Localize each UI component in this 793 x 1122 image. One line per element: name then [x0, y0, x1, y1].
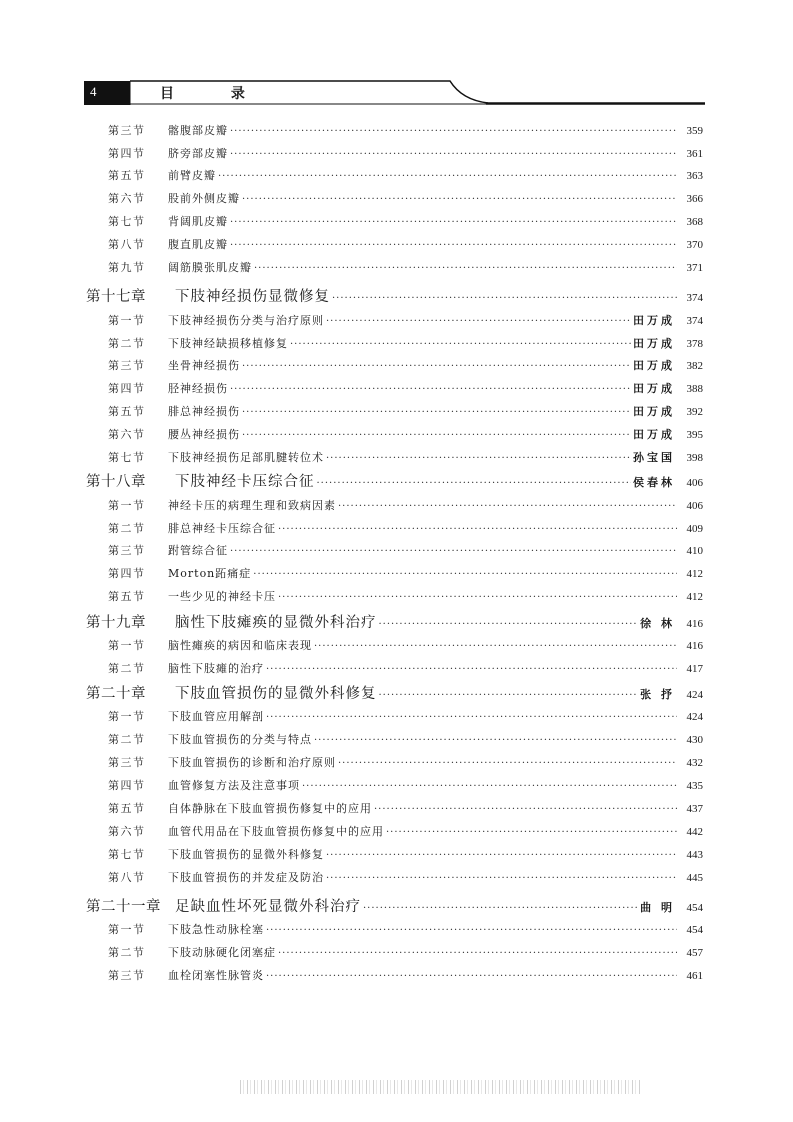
entry-title: 阔筋膜张肌皮瓣: [168, 261, 252, 274]
entry-page: 392: [686, 406, 703, 418]
dot-leader: [242, 361, 631, 372]
entry-page: 443: [686, 849, 703, 861]
dot-leader: [242, 430, 631, 441]
dot-leader: [314, 735, 677, 746]
entry-label: 第十八章: [86, 474, 146, 490]
entry-label: 第七节: [108, 451, 146, 464]
entry-label: 第十七章: [86, 289, 146, 305]
entry-title: 背阔肌皮瓣: [168, 215, 228, 228]
dot-leader: [266, 971, 677, 982]
entry-author: 田万成: [633, 337, 675, 350]
entry-title: 下肢血管损伤的并发症及防治: [168, 871, 324, 884]
page-title: 目 录: [160, 86, 271, 102]
entry-title: 血管代用品在下肢血管损伤修复中的应用: [168, 825, 384, 838]
entry-title: 前臂皮瓣: [168, 169, 216, 182]
entry-title: 下肢神经卡压综合征: [175, 474, 315, 490]
entry-page: 370: [686, 239, 703, 251]
entry-label: 第三节: [108, 756, 146, 769]
entry-main: [168, 754, 703, 770]
entry-author: 田万成: [633, 382, 675, 395]
entry-main: [168, 846, 703, 862]
entry-title: 腹直肌皮瓣: [168, 238, 228, 251]
entry-label: 第二节: [108, 662, 146, 675]
entry-title: 腓总神经损伤: [168, 405, 240, 418]
entry-page: 412: [686, 568, 703, 580]
entry-title: 脑性下肢瘫的治疗: [168, 662, 264, 675]
entry-label: 第二节: [108, 946, 146, 959]
entry-main: [168, 426, 703, 442]
entry-title: 下肢血管损伤的显微外科修复: [175, 686, 377, 702]
dot-leader: [242, 407, 631, 418]
entry-title: 一些少见的神经卡压: [168, 590, 276, 603]
entry-title: 脑性下肢瘫痪的显微外科治疗: [175, 615, 377, 631]
dot-leader: [326, 850, 677, 861]
dot-leader: [266, 925, 677, 936]
entry-page: 454: [686, 902, 703, 914]
entry-author: 田万成: [633, 428, 675, 441]
dot-leader: [317, 478, 632, 489]
entry-main: [168, 637, 703, 653]
entry-title: 下肢急性动脉栓塞: [168, 923, 264, 936]
dot-leader: [218, 171, 677, 182]
entry-label: 第三节: [108, 124, 146, 137]
dot-leader: [278, 948, 677, 959]
entry-main: [168, 869, 703, 885]
dot-leader: [254, 263, 677, 274]
entry-page: 409: [686, 523, 703, 535]
entry-label: 第三节: [108, 969, 146, 982]
entry-page: 432: [686, 757, 703, 769]
entry-title: 下肢血管损伤的诊断和治疗原则: [168, 756, 336, 769]
entry-page: 454: [686, 924, 703, 936]
entry-label: 第八节: [108, 238, 146, 251]
entry-title: 下肢动脉硬化闭塞症: [168, 946, 276, 959]
entry-main: [168, 823, 703, 839]
entry-title: 股前外侧皮瓣: [168, 192, 240, 205]
entry-title: 坐骨神经损伤: [168, 359, 240, 372]
dot-leader: [230, 149, 677, 160]
entry-title: 下肢神经损伤分类与治疗原则: [168, 314, 324, 327]
entry-page: 363: [686, 170, 703, 182]
entry-main: [168, 357, 703, 373]
entry-label: 第三节: [108, 544, 146, 557]
entry-author: 侯春林: [633, 476, 675, 489]
entry-label: 第二十一章: [86, 899, 161, 915]
entry-label: 第五节: [108, 802, 146, 815]
entry-main: [175, 682, 703, 703]
entry-label: 第五节: [108, 405, 146, 418]
entry-page: 416: [686, 618, 703, 630]
dot-leader: [386, 827, 677, 838]
entry-main: [168, 213, 703, 229]
entry-author: 徐 林: [640, 617, 675, 630]
dot-leader: [230, 126, 677, 137]
dot-leader: [290, 339, 631, 350]
dot-leader: [230, 240, 677, 251]
entry-main: [175, 285, 703, 306]
entry-page: 388: [686, 383, 703, 395]
entry-page: 382: [686, 360, 703, 372]
entry-label: 第四节: [108, 382, 146, 395]
entry-label: 第八节: [108, 871, 146, 884]
entry-title: 神经卡压的病理生理和致病因素: [168, 499, 336, 512]
entry-main: [168, 335, 703, 351]
entry-page: 417: [686, 663, 703, 675]
entry-title: 下肢血管应用解剖: [168, 710, 264, 723]
entry-label: 第二节: [108, 733, 146, 746]
entry-title: 胫神经损伤: [168, 382, 228, 395]
entry-main: [168, 403, 703, 419]
dot-leader: [230, 384, 631, 395]
dot-leader: [242, 194, 677, 205]
entry-label: 第四节: [108, 567, 146, 580]
entry-label: 第六节: [108, 428, 146, 441]
entry-label: 第二节: [108, 522, 146, 535]
entry-title: 髂腹部皮瓣: [168, 124, 228, 137]
entry-label: 第一节: [108, 639, 146, 652]
entry-page: 371: [686, 262, 703, 274]
entry-page: 395: [686, 429, 703, 441]
dot-leader: [363, 903, 638, 914]
dot-leader: [338, 758, 677, 769]
dot-leader: [326, 316, 631, 327]
entry-label: 第二节: [108, 337, 146, 350]
entry-page: 430: [686, 734, 703, 746]
entry-page: 437: [686, 803, 703, 815]
entry-page: 359: [686, 125, 703, 137]
dot-leader: [278, 524, 677, 535]
entry-main: [168, 921, 703, 937]
entry-author: 张 抒: [640, 688, 675, 701]
entry-main: [168, 497, 703, 513]
dot-leader: [326, 453, 631, 464]
dot-leader: [230, 217, 677, 228]
entry-main: [168, 145, 703, 161]
entry-page: 445: [686, 872, 703, 884]
entry-main: [168, 449, 703, 465]
entry-title: Morton跖痛症: [168, 567, 252, 580]
entry-main: [168, 190, 703, 206]
entry-main: [168, 122, 703, 138]
entry-label: 第一节: [108, 923, 146, 936]
entry-label: 第二十章: [86, 686, 146, 702]
entry-label: 第七节: [108, 215, 146, 228]
entry-main: [168, 565, 703, 581]
entry-main: [168, 542, 703, 558]
entry-page: 366: [686, 193, 703, 205]
entry-page: 442: [686, 826, 703, 838]
entry-main: [168, 777, 703, 793]
entry-page: 406: [686, 477, 703, 489]
entry-label: 第四节: [108, 147, 146, 160]
entry-page: 410: [686, 545, 703, 557]
entry-main: [168, 660, 703, 676]
entry-page: 412: [686, 591, 703, 603]
dot-leader: [278, 592, 677, 603]
entry-author: 田万成: [633, 405, 675, 418]
entry-label: 第一节: [108, 499, 146, 512]
entry-page: 461: [686, 970, 703, 982]
entry-title: 血管修复方法及注意事项: [168, 779, 300, 792]
entry-title: 自体静脉在下肢血管损伤修复中的应用: [168, 802, 372, 815]
entry-title: 腓总神经卡压综合征: [168, 522, 276, 535]
dot-leader: [230, 546, 677, 557]
dot-leader: [338, 501, 677, 512]
entry-author: 曲 明: [640, 901, 675, 914]
entry-title: 下肢神经损伤足部肌腱转位术: [168, 451, 324, 464]
entry-label: 第五节: [108, 169, 146, 182]
entry-main: [175, 470, 703, 491]
entry-page: 374: [686, 315, 703, 327]
entry-title: 下肢神经损伤显微修复: [175, 289, 330, 305]
dot-leader: [302, 781, 677, 792]
entry-main: [168, 588, 703, 604]
entry-page: 435: [686, 780, 703, 792]
entry-author: 田万成: [633, 314, 675, 327]
entry-page: 378: [686, 338, 703, 350]
entry-main: [168, 312, 703, 328]
entry-label: 第七节: [108, 848, 146, 861]
entry-main: [168, 967, 703, 983]
entry-main: [175, 895, 703, 916]
entry-page: 398: [686, 452, 703, 464]
entry-title: 下肢血管损伤的分类与特点: [168, 733, 312, 746]
entry-label: 第一节: [108, 710, 146, 723]
page-number: 4: [90, 84, 97, 99]
dot-leader: [266, 664, 677, 675]
entry-page: 416: [686, 640, 703, 652]
entry-page: 368: [686, 216, 703, 228]
entry-page: 424: [686, 689, 703, 701]
entry-title: 脑性瘫痪的病因和临床表现: [168, 639, 312, 652]
entry-page: 424: [686, 711, 703, 723]
entry-title: 脐旁部皮瓣: [168, 147, 228, 160]
dot-leader: [266, 712, 677, 723]
entry-label: 第五节: [108, 590, 146, 603]
dot-leader: [379, 619, 639, 630]
entry-title: 足缺血性坏死显微外科治疗: [175, 899, 361, 915]
entry-title: 下肢神经缺损移植修复: [168, 337, 288, 350]
dot-leader: [379, 690, 639, 701]
entry-main: [168, 731, 703, 747]
entry-main: [168, 944, 703, 960]
dot-leader: [253, 569, 677, 580]
entry-title: 血栓闭塞性脉管炎: [168, 969, 264, 982]
entry-label: 第六节: [108, 192, 146, 205]
entry-page: 457: [686, 947, 703, 959]
entry-title: 跗管综合征: [168, 544, 228, 557]
entry-label: 第四节: [108, 779, 146, 792]
entry-author: 田万成: [633, 359, 675, 372]
entry-main: [168, 380, 703, 396]
entry-main: [168, 259, 703, 275]
entry-label: 第九节: [108, 261, 146, 274]
entry-title: 下肢血管损伤的显微外科修复: [168, 848, 324, 861]
dot-leader: [326, 873, 677, 884]
entry-page: 374: [686, 292, 703, 304]
dot-leader: [314, 641, 677, 652]
entry-title: 腰丛神经损伤: [168, 428, 240, 441]
entry-main: [168, 708, 703, 724]
scan-artifact: [240, 1080, 640, 1094]
entry-label: 第三节: [108, 359, 146, 372]
entry-label: 第十九章: [86, 615, 146, 631]
dot-leader: [374, 804, 677, 815]
entry-label: 第一节: [108, 314, 146, 327]
entry-main: [175, 611, 703, 632]
entry-label: 第六节: [108, 825, 146, 838]
dot-leader: [332, 293, 677, 304]
entry-page: 361: [686, 148, 703, 160]
entry-main: [168, 236, 703, 252]
entry-main: [168, 520, 703, 536]
entry-main: [168, 167, 703, 183]
entry-main: [168, 800, 703, 816]
entry-page: 406: [686, 500, 703, 512]
entry-author: 孙宝国: [633, 451, 675, 464]
